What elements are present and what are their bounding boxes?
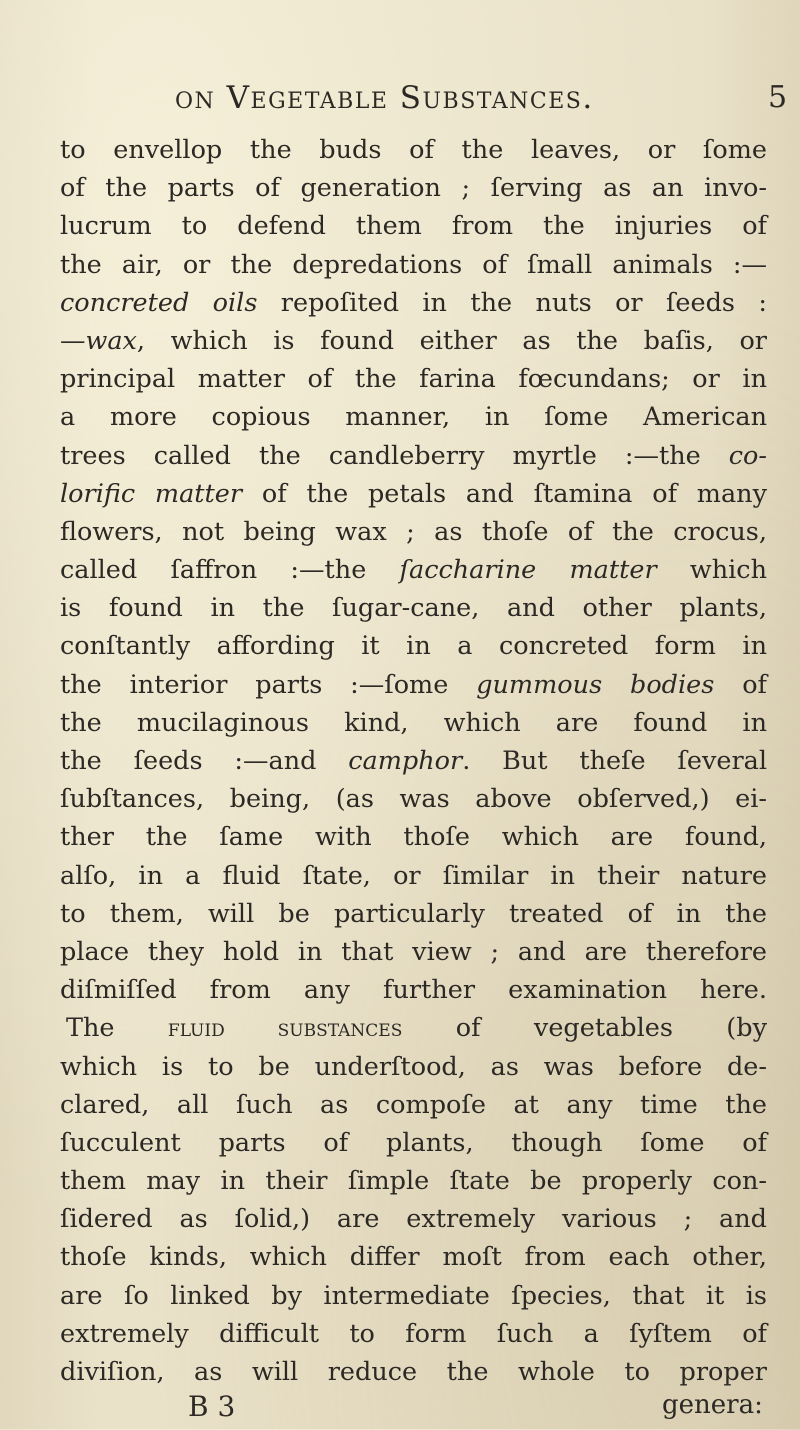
text-line: ſubſtances, being, (as was above obſerved,) ei-: [60, 784, 767, 815]
footer-line: [0, 1390, 800, 1430]
text-line: principal matter of the farina fœcundans; or in: [60, 364, 767, 395]
text-line: the ſeeds :—and camphor. But theſe ſeveral: [60, 746, 767, 776]
text-line: called ſaffron :—the ſaccharine matter which: [60, 555, 768, 586]
text-line: extremely difficult to form ſuch a ſyſtem of: [60, 1318, 767, 1349]
text-line: place they hold in that view ; and are therefore: [60, 936, 767, 967]
running-title: on Vegetable Substances.: [175, 80, 594, 116]
text-line: of the parts of generation ; ſerving as an invo-: [60, 173, 767, 204]
text-line: The fluid substances of vegetables (by: [66, 1013, 767, 1044]
text-line: them may in their ſimple ſtate be properly con-: [60, 1166, 767, 1197]
text-line: diviſion, as will reduce the whole to proper: [60, 1357, 767, 1387]
text-line: are ſo linked by intermediate ſpecies, that it is: [60, 1280, 767, 1311]
text-line: lucrum to defend them from the injuries of: [60, 211, 767, 242]
text-line: ſucculent parts of plants, though ſome of: [60, 1127, 767, 1158]
text-line: ther the ſame with thoſe which are found,: [60, 822, 767, 853]
text-line: thoſe kinds, which differ moſt from each other,: [60, 1242, 767, 1273]
text-line: a more copious manner, in ſome American: [60, 402, 767, 433]
text-line: flowers, not being wax ; as thoſe of the crocus,: [60, 516, 767, 547]
text-line: conſtantly affording it in a concreted form in: [60, 631, 767, 662]
text-line: diſmiſſed from any further examination here.: [60, 975, 767, 1006]
text-line: concreted oils repoſited in the nuts or ſeeds :: [60, 287, 767, 318]
signature-mark: B 3: [188, 1390, 236, 1423]
text-line: the mucilaginous kind, which are found in: [60, 707, 767, 738]
text-line: is found in the ſugar-cane, and other plants,: [60, 593, 767, 624]
text-line: to them, will be particularly treated of in the: [60, 898, 767, 929]
text-line: which is to be underſtood, as was before de-: [60, 1051, 767, 1082]
text-line: the air, or the depredations of ſmall animals :—: [60, 249, 767, 280]
body-text: [60, 131, 767, 1391]
page-number: 5: [768, 80, 788, 115]
text-line: the interior parts :—ſome gummous bodies of: [60, 669, 767, 700]
catchword: genera:: [662, 1390, 763, 1420]
text-line: clared, all ſuch as compoſe at any time the: [60, 1089, 767, 1120]
text-line: to envellop the buds of the leaves, or ſome: [60, 135, 767, 165]
running-head: [0, 80, 800, 120]
text-line: trees called the candleberry myrtle :—the co-: [60, 440, 767, 471]
text-line: alſo, in a fluid ſtate, or ſimilar in their nature: [60, 860, 767, 891]
text-line: ſidered as ſolid,) are extremely various ; and: [60, 1204, 767, 1235]
text-line: —wax, which is found either as the baſis, or: [60, 325, 767, 356]
text-line: lorific matter of the petals and ſtamina of many: [60, 478, 767, 509]
